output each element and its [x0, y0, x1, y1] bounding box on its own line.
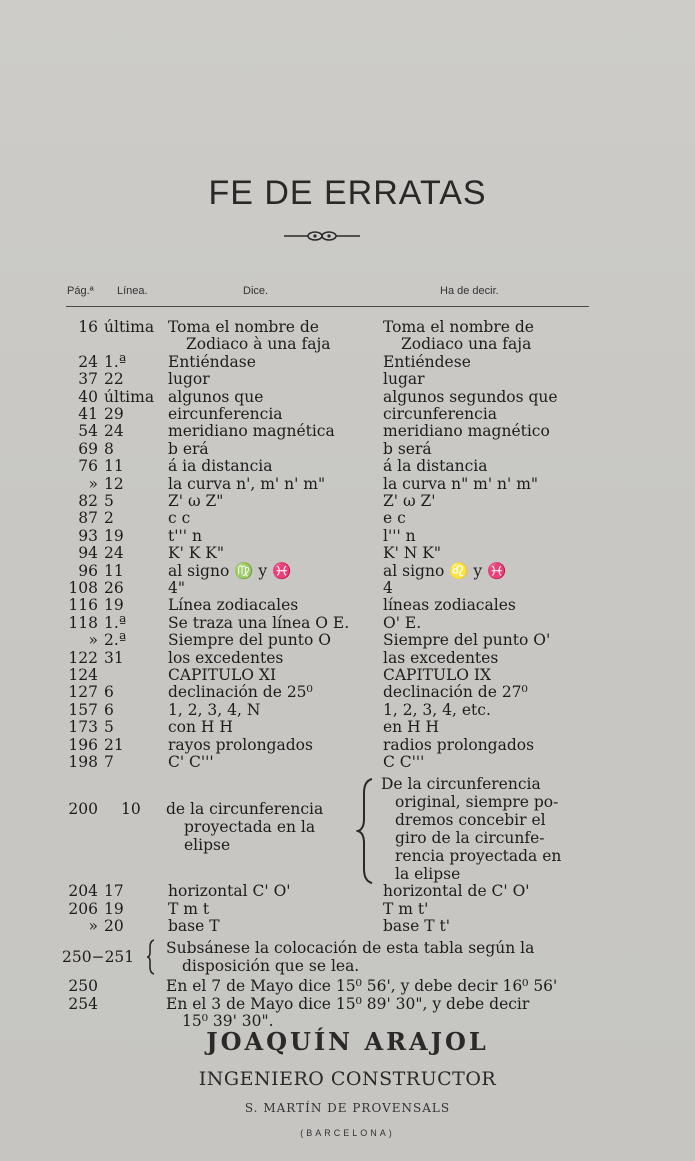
cell-says: CAPITULO XI — [168, 666, 277, 684]
cell-line: 17 — [104, 882, 124, 900]
table-row — [0, 614, 695, 632]
author-place: S. MARTÍN DE PROVENSALS — [244, 1101, 451, 1115]
table-row — [0, 753, 695, 771]
table-row — [0, 422, 695, 440]
cell-should: 4 — [383, 579, 393, 597]
cell-says: Zodiaco à una faja — [186, 335, 331, 354]
table-row — [0, 882, 695, 900]
entry-200-page: 200 — [68, 800, 98, 818]
cell-should: Zodiaco una faja — [401, 335, 532, 354]
cell-should: al signo ♌ y ♓ — [383, 561, 507, 580]
cell-should: radios prolongados — [383, 735, 535, 754]
table-row — [0, 579, 695, 597]
cell-should: la curva n" m' n' m" — [383, 474, 539, 493]
table-row — [0, 917, 695, 935]
cell-line: 20 — [104, 917, 124, 935]
cell-should: Z' ω Z' — [383, 492, 436, 510]
entry-250-251-page: 250−251 — [62, 948, 135, 966]
header-line: Línea. — [117, 285, 148, 297]
page-title: FE DE ERRATAS — [208, 174, 487, 212]
author-city: (BARCELONA) — [300, 1128, 395, 1138]
cell-says: Toma el nombre de — [168, 318, 319, 336]
cell-should: lugar — [383, 370, 425, 389]
cell-says: 1, 2, 3, 4, N — [168, 700, 261, 719]
cell-line: 31 — [104, 648, 124, 667]
cell-says: t''' n — [168, 526, 202, 545]
cell-says: c c — [168, 509, 191, 528]
cell-page: 157 — [68, 700, 98, 719]
cell-line: 24 — [104, 422, 124, 441]
cell-page: 108 — [68, 579, 98, 597]
cell-line: última — [104, 387, 155, 406]
entry-200-says: de la circunferencia proyectada en la elipse — [166, 800, 324, 854]
cell-page: 127 — [68, 683, 98, 702]
cell-says: los excedentes — [168, 648, 284, 667]
table-row — [0, 509, 695, 527]
cell-should: O' E. — [383, 613, 422, 632]
cell-page: 82 — [78, 492, 98, 510]
header-says: Dice. — [243, 285, 269, 297]
cell-line: 6 — [104, 683, 114, 702]
cell-should: Entiéndese — [383, 352, 471, 371]
cell-line: 8 — [104, 439, 114, 458]
cell-page: » — [88, 917, 98, 935]
left-brace-icon — [356, 777, 378, 885]
cell-should: T m t' — [383, 899, 429, 918]
cell-should: C C''' — [383, 753, 425, 771]
cell-line: 7 — [104, 753, 114, 771]
table-row — [0, 900, 695, 918]
table-row — [0, 736, 695, 754]
author-name: JOAQUÍN ARAJOL — [206, 1027, 489, 1056]
cell-says: al signo ♍ y ♓ — [168, 561, 292, 580]
table-row — [0, 335, 695, 353]
cell-line: 26 — [104, 579, 124, 597]
cell-page: 96 — [78, 561, 98, 580]
table-row — [0, 631, 695, 649]
cell-page: 41 — [78, 405, 98, 423]
cell-page: » — [88, 474, 98, 493]
cell-should: CAPITULO IX — [383, 666, 492, 684]
cell-should: á la distancia — [383, 457, 488, 476]
cell-page: 54 — [78, 422, 98, 441]
table-row — [0, 370, 695, 388]
cell-page: 37 — [78, 370, 98, 389]
cell-says: rayos prolongados — [168, 735, 313, 754]
table-row — [0, 683, 695, 701]
header-rule — [66, 306, 589, 307]
cell-says: Entiéndase — [168, 352, 256, 371]
cell-page: 16 — [78, 318, 98, 336]
cell-should: e c — [383, 509, 406, 528]
cell-says: la curva n', m' n' m" — [168, 474, 326, 493]
cell-says: declinación de 25⁰ — [168, 683, 313, 702]
cell-says: C' C''' — [168, 753, 214, 771]
cell-page: 204 — [68, 882, 98, 900]
cell-should: horizontal de C' O' — [383, 882, 530, 900]
cell-says: eircunferencia — [168, 405, 283, 423]
cell-line: última — [104, 318, 155, 336]
cell-should: las excedentes — [383, 648, 499, 667]
cell-should: líneas zodiacales — [383, 596, 516, 615]
cell-line: 1.ª — [104, 613, 127, 632]
cell-page: 124 — [68, 666, 98, 684]
cell-page: 24 — [78, 352, 98, 371]
cell-line: 6 — [104, 700, 114, 719]
cell-says: Siempre del punto O — [168, 631, 331, 650]
table-row — [0, 527, 695, 545]
cell-line: 11 — [104, 561, 124, 580]
cell-line: 19 — [104, 899, 124, 918]
cell-says: 4" — [168, 579, 185, 597]
cell-should: algunos segundos que — [383, 387, 558, 406]
table-row — [0, 596, 695, 614]
cell-says: base T — [168, 917, 220, 935]
header-page: Pág.ª — [67, 285, 94, 297]
table-row — [0, 701, 695, 719]
cell-line: 29 — [104, 405, 124, 423]
cell-should: b será — [383, 439, 432, 458]
header-should: Ha de decir. — [440, 285, 499, 297]
author-profession: INGENIERO CONSTRUCTOR — [198, 1068, 497, 1090]
ornament-flourish — [282, 226, 362, 246]
cell-page: 198 — [68, 753, 98, 771]
cell-page: 118 — [68, 613, 98, 632]
cell-page: 69 — [78, 439, 98, 458]
cell-page: 206 — [68, 899, 98, 918]
cell-page: 87 — [78, 509, 98, 528]
cell-line: 21 — [104, 735, 124, 754]
cell-should: Siempre del punto O' — [383, 631, 551, 650]
cell-says: lugor — [168, 370, 210, 389]
table-row — [0, 388, 695, 406]
entry-200-line: 10 — [121, 800, 141, 818]
table-row — [0, 562, 695, 580]
cell-page: 122 — [68, 648, 98, 667]
cell-should: declinación de 27⁰ — [383, 683, 528, 702]
cell-should: circunferencia — [383, 405, 498, 423]
cell-should: 1, 2, 3, 4, etc. — [383, 700, 491, 719]
cell-line: 2.ª — [104, 631, 127, 650]
cell-says: K' K K" — [168, 544, 224, 563]
cell-line: 11 — [104, 457, 124, 476]
cell-should: l''' n — [383, 526, 416, 545]
table-row — [0, 457, 695, 475]
cell-line: 22 — [104, 370, 124, 389]
cell-page: 40 — [78, 387, 98, 406]
cell-should: meridiano magnético — [383, 422, 550, 441]
cell-page: 196 — [68, 735, 98, 754]
cell-page: » — [88, 631, 98, 650]
cell-says: con H H — [168, 718, 233, 737]
table-row — [0, 353, 695, 371]
table-row — [0, 649, 695, 667]
cell-says: Línea zodiacales — [168, 596, 299, 615]
table-row — [0, 666, 695, 684]
cell-page: 76 — [78, 457, 98, 476]
cell-line: 5 — [104, 718, 114, 737]
cell-line: 1.ª — [104, 352, 127, 371]
small-brace-icon — [145, 938, 157, 976]
cell-says: meridiano magnética — [168, 422, 335, 441]
cell-should: base T t' — [383, 917, 450, 935]
cell-should: K' N K" — [383, 544, 441, 563]
cell-line: 19 — [104, 526, 124, 545]
table-row — [0, 475, 695, 493]
entry-200-should: De la circunferencia original, siempre po- dremos concebir el giro de la circunfe- rencia proyectada en la elipse — [381, 775, 562, 883]
cell-says: Se traza una línea O E. — [168, 613, 350, 632]
cell-line: 19 — [104, 596, 124, 615]
table-row — [0, 318, 695, 336]
table-row — [0, 492, 695, 510]
document-page: FE DE ERRATAS Pág.ª Línea. Dice. Ha de decir. 16 última Toma el nombre de Toma el nombre de Zodiaco à una faja Zodiaco una faja 24 1.ª Entiéndase Entiéndese 37 22 lugor lugar 40 última algunos que algunos segundos que 41 29 eircunferencia circunferencia 54 24 meridiano magnética meridiano magnético 69 8 b erá b será 76 11 á ia distancia á la distancia » 12 la curva n', m' n' m" la curva n" m' n' m" 82 5 Z' ω Z" Z' ω Z' 87 2 c c e c 93 19 t''' n l''' n 94 24 K' K K" K' N K" 96 11 al signo ♍ y ♓ al signo ♌ y ♓ 108 26 4" 4 116 19 Línea zodiacales líneas zodiacales 118 1.ª Se traza una línea O E. O' E. » 2.ª Siempre del punto O Siempre del punto O' 122 31 los excedentes las excedentes 124 CAPITULO XI CAPITULO IX 127 6 declinación de 25⁰ declinación de 27⁰ 157 6 1, 2, 3, 4, N 1, 2, 3, 4, etc. 173 5 con H H en H H 196 21 rayos prolongados radios prolongados 198 7 C' C''' C C''' 200 10 de la circunferencia proyectada en la elipse De la circunferencia original, siempre po- dremos concebir el giro de la circunfe- rencia proyectada en la elipse 204 17 horizontal C' O' horizontal de C' O' 206 19 T m t T m t' » 20 base T base T t' 250−251 Subsánese la colocación de esta tabla según la disposición que se lea. 250 En el 7 de Mayo dice 15⁰ 56', y debe decir 16⁰ 56' 254 En el 3 de Mayo dice 15⁰ 89' 30", y debe decir 15⁰ 39' 30". JOAQUÍN ARAJOL INGENIERO CONSTRUCTOR S. MARTÍN DE PROVENSALS (BARCELONA) — [0, 0, 695, 1161]
table-row — [0, 405, 695, 423]
cell-line: 24 — [104, 544, 124, 563]
cell-line: 5 — [104, 492, 114, 510]
table-row — [0, 440, 695, 458]
cell-says: horizontal C' O' — [168, 882, 291, 900]
cell-page: 94 — [78, 544, 98, 563]
cell-says: á ia distancia — [168, 457, 273, 476]
cell-line: 2 — [104, 509, 114, 528]
cell-says: T m t — [168, 899, 210, 918]
cell-says: b erá — [168, 439, 209, 458]
entry-250-251-text: Subsánese la colocación de esta tabla según la disposición que se lea. — [166, 939, 535, 975]
cell-should: en H H — [383, 718, 440, 737]
cell-line: 12 — [104, 474, 124, 493]
cell-page: 116 — [68, 596, 98, 615]
cell-should: Toma el nombre de — [383, 318, 534, 336]
cell-says: algunos que — [168, 387, 264, 406]
table-row — [0, 544, 695, 562]
cell-page: 173 — [68, 718, 98, 737]
cell-page: 93 — [78, 526, 98, 545]
cell-says: Z' ω Z" — [168, 492, 224, 510]
table-row — [0, 718, 695, 736]
